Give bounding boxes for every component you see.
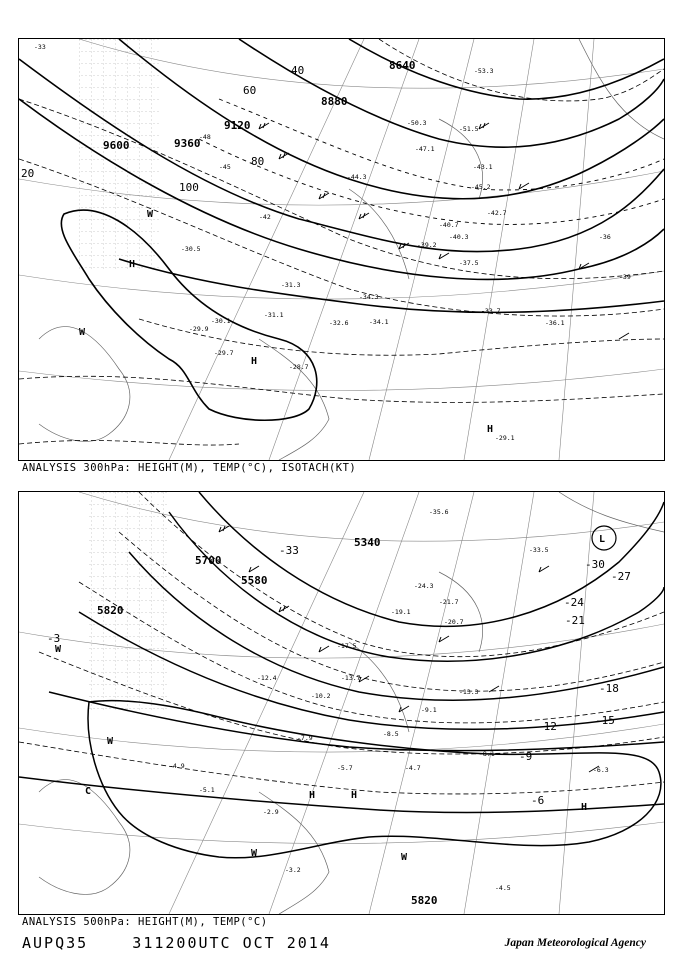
temperature-label: -2.9 [263,808,279,816]
temperature-label: -5.7 [337,764,353,772]
isotach-label: 60 [243,84,257,97]
temperature-label: -5.1 [199,786,215,794]
high-label: H [251,356,258,367]
temperature-label: -29.9 [189,325,209,333]
temperature-label: -40.7 [439,221,459,229]
isotach-label: 100 [179,181,199,194]
station-grid [89,492,169,712]
station-grid [79,39,159,269]
temperature-label: -37.5 [459,259,479,267]
height-label: 9360 [174,137,201,150]
contour-label: -33 [279,544,299,557]
temperature-label: -29.1 [495,434,515,442]
temperature-label: -33.7 [481,307,501,315]
temperature-label: -34.1 [369,318,389,326]
height-label: 9600 [103,139,130,152]
wind-barbs [259,123,629,339]
temperature-label: -13.3 [459,688,479,696]
temperature-label: -43.1 [473,163,493,171]
caption-300hpa: ANALYSIS 300hPa: HEIGHT(M), TEMP(°C), ISOTACH(KT) [22,462,357,474]
warm-label: W [147,209,154,220]
contour-label: -30 [585,558,605,571]
warm-label: W [55,644,62,655]
temperature-label: -40.3 [449,233,469,241]
temperature-label: -30.5 [181,245,201,253]
temperature-label: -48 [199,133,211,141]
temperature-label: -17.5 [337,642,357,650]
temperature-label: -42.7 [487,209,507,217]
high-label: H [487,424,494,435]
temperature-label: -8.5 [383,730,399,738]
contour-label: -27 [611,570,631,583]
temperature-label: -36 [599,233,611,241]
temperature-label: -33 [34,43,46,51]
height-label: 5820 [97,604,124,617]
temperature-label: -45.2 [471,183,491,191]
wind-barbs [219,526,599,772]
temperature-label: -50.3 [407,119,427,127]
bulletin-header: AUPQ35 311200UTC OCT 2014 [22,934,331,952]
map-300hpa [18,38,665,461]
temperature-label: -3.2 [285,866,301,874]
isotach-label: 80 [251,155,265,168]
contour-label: -21 [565,614,585,627]
temperature-label: -53.3 [474,67,494,75]
agency-credit: Japan Meteorological Agency [504,937,646,949]
high-label: H [309,790,316,801]
temperature-label: -4.5 [495,884,511,892]
temperature-label: -21.7 [439,598,459,606]
temperature-label: -13.7 [341,674,361,682]
temperature-label: -36.1 [545,319,565,327]
temperature-label: -51.5 [459,125,479,133]
map-500hpa-canvas [19,492,664,914]
temperature-label: -4.7 [405,764,421,772]
cold-label: C [85,786,92,797]
temperature-label: -19.1 [391,608,411,616]
temperature-label: -39 [619,273,631,281]
high-label: H [351,790,358,801]
temperature-label: -30.1 [211,317,231,325]
temperature-label: -12.4 [257,674,277,682]
low-label: L [599,534,606,545]
map-500hpa [18,491,665,915]
temperature-label: -28.7 [289,363,309,371]
isotach-lines [199,99,664,224]
height-label: 8640 [389,59,416,72]
warm-label: W [107,736,114,747]
temperature-label: -7.9 [297,734,313,742]
temperature-label: -42 [259,213,271,221]
temperature-label: -33.5 [529,546,549,554]
contour-label: -12 [537,720,557,733]
temperature-label: -39.2 [417,241,437,249]
caption-500hpa: ANALYSIS 500hPa: HEIGHT(M), TEMP(°C) [22,916,268,928]
contour-label: -9 [519,750,533,763]
temperature-label: -31.3 [281,281,301,289]
isotach-label: 20 [21,167,35,180]
temperature-label: -47.1 [415,145,435,153]
height-label: 5700 [195,554,222,567]
contour-label: -24 [564,596,584,609]
temperature-label: -24.3 [414,582,434,590]
high-label: H [581,802,588,813]
temperature-label: -35.6 [429,508,449,516]
temperature-label: -31.1 [264,311,284,319]
temperature-label: -20.7 [444,618,464,626]
temperature-label: -9.1 [421,706,437,714]
temperature-label: -6.3 [593,766,609,774]
temperature-label: -45 [219,163,231,171]
temperature-label: -44.3 [347,173,367,181]
height-label: 5580 [241,574,268,587]
warm-label: W [79,327,86,338]
height-label: 5820 [411,894,438,907]
contour-label: -3 [47,632,61,645]
temperature-label: -10.2 [311,692,331,700]
temperature-label: -32.6 [329,319,349,327]
temperature-label: -34.3 [359,293,379,301]
isotach-label: 40 [291,64,305,77]
temperature-label: -4.9 [169,762,185,770]
height-label: 9120 [224,119,251,132]
high-label: H [129,259,136,270]
isotach-labels [21,64,304,194]
height-label: 5340 [354,536,381,549]
contour-label: -6 [531,794,545,807]
map-300hpa-canvas [19,39,664,460]
contour-label: -15 [595,714,615,727]
height-label: 8880 [321,95,348,108]
temperature-label: -8.1 [479,750,495,758]
contour-label: -18 [599,682,619,695]
warm-label: W [251,848,258,859]
warm-label: W [401,852,408,863]
temperature-label: -29.7 [214,349,234,357]
